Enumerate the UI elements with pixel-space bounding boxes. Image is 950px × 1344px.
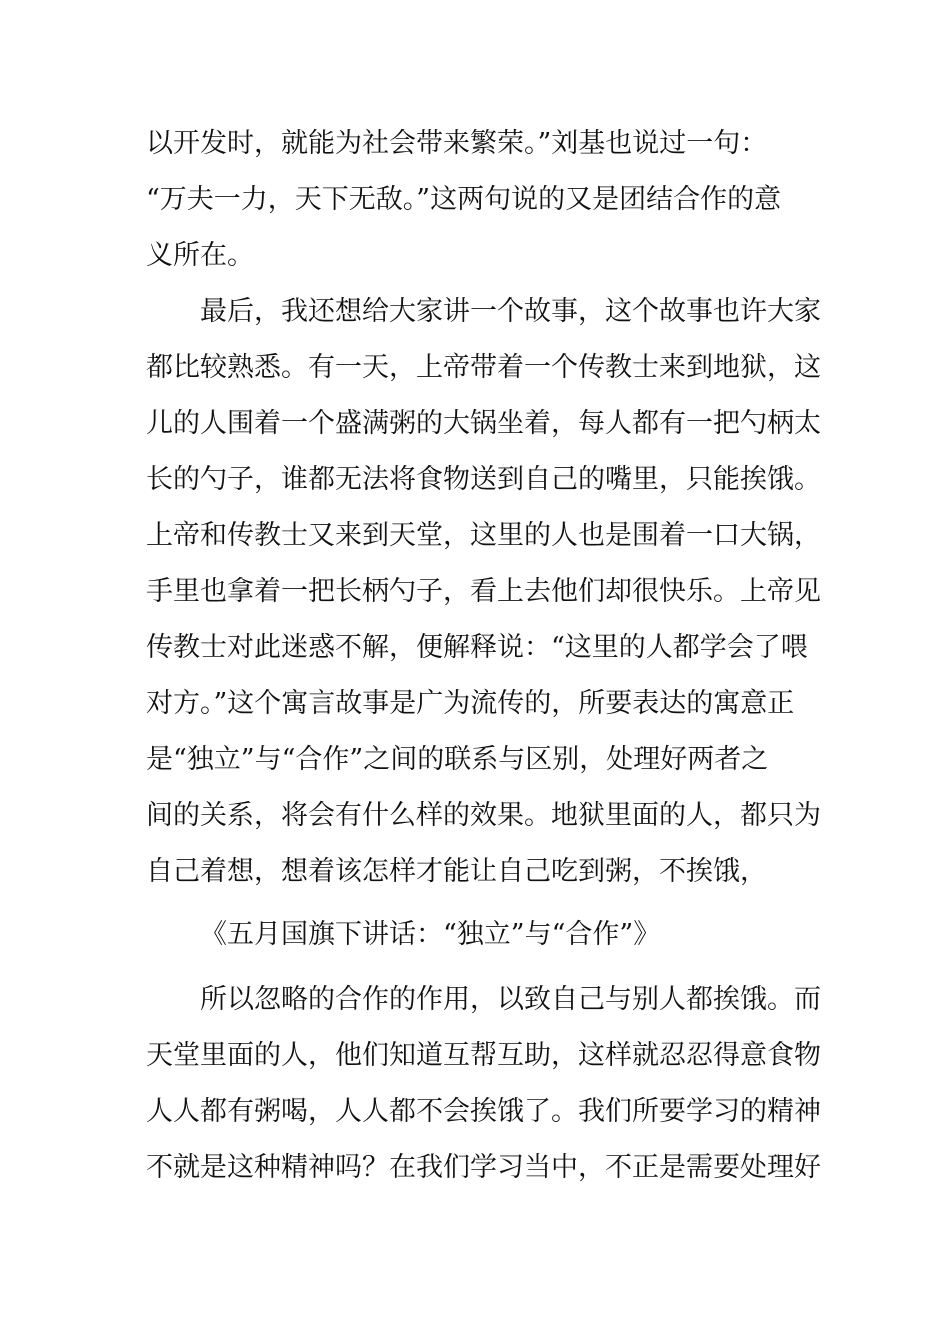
text-line: 对方。”这个寓言故事是广为流传的，所要表达的寓意正 [146, 688, 795, 719]
text-line: 儿的人围着一个盛满粥的大锅坐着，每人都有一把勺柄太 [146, 408, 821, 439]
text-line: 天堂里面的人，他们知道互帮互助，这样就忍忍得意食物 [146, 1040, 821, 1071]
text-line: 所以忽略的合作的作用，以致自己与别人都挨饿。而 [200, 984, 821, 1015]
text-line: 不就是这种精神吗？在我们学习当中，不正是需要处理好 [146, 1152, 821, 1183]
text-line: 间的关系，将会有什么样的效果。地狱里面的人，都只为 [146, 800, 821, 831]
text-line: 上帝和传教士又来到天堂，这里的人也是围着一口大锅， [146, 520, 821, 551]
text-line: 是“独立”与“合作”之间的联系与区别，处理好两者之 [146, 744, 769, 775]
text-line: 自己着想，想着该怎样才能让自己吃到粥，不挨饿， [146, 856, 767, 887]
text-line: “万夫一力，天下无敌。”这两句说的又是团结合作的意 [146, 184, 782, 215]
text-line: 以开发时，就能为社会带来繁荣。”刘基也说过一句： [146, 128, 768, 159]
text-line: 义所在。 [146, 240, 254, 271]
text-line: 人人都有粥喝，人人都不会挨饿了。我们所要学习的精神 [146, 1096, 821, 1127]
text-line: 手里也拿着一把长柄勺子，看上去他们却很快乐。上帝见 [146, 576, 821, 607]
text-line: 最后，我还想给大家讲一个故事，这个故事也许大家 [200, 296, 821, 327]
text-line: 长的勺子，谁都无法将食物送到自己的嘴里，只能挨饿。 [146, 464, 821, 495]
text-line: 传教士对此迷惑不解，便解释说：“这里的人都学会了喂 [146, 632, 808, 663]
document-title: 《五月国旗下讲话：“独立”与“合作”》 [200, 919, 661, 950]
text-line: 都比较熟悉。有一天，上帝带着一个传教士来到地狱，这 [146, 352, 821, 383]
